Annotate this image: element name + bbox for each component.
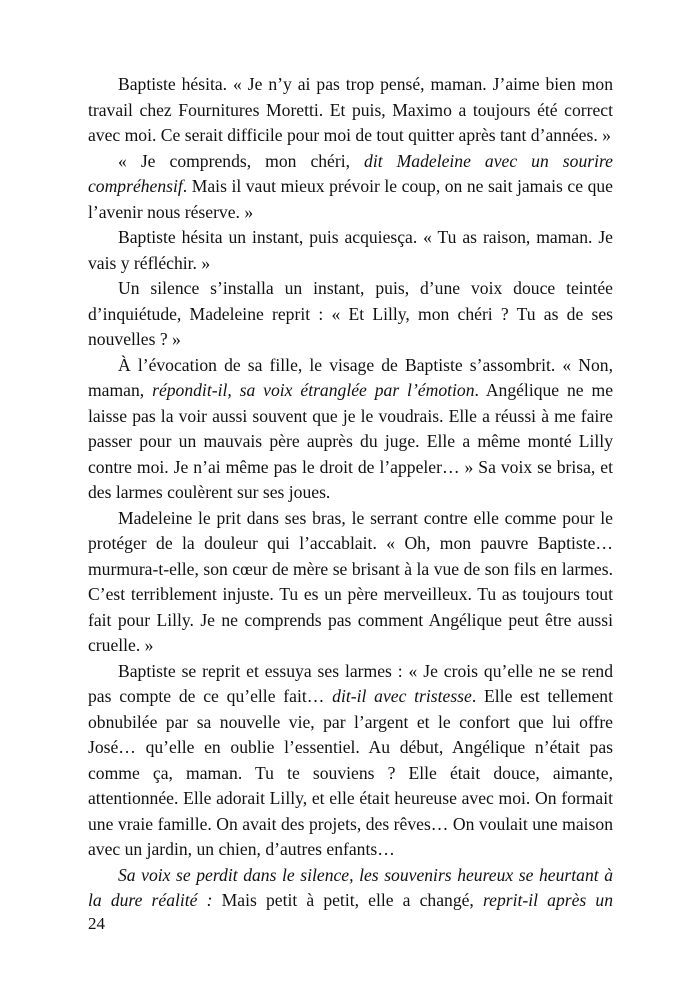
paragraph	[88, 506, 613, 659]
paragraph	[88, 659, 613, 863]
italic-run: Sa voix se perdit dans le silence, les souvenirs heureux se heurtant à la dure réalité :	[88, 864, 613, 910]
text-run: « Je comprends, mon chéri,	[118, 150, 365, 171]
italic-run: dit Madeleine avec un sourire compréhensif	[88, 150, 613, 196]
text-run: . Mais il vaut mieux prévoir le coup, on ne sait jamais ce que l’avenir nous réserve. »	[88, 176, 613, 222]
italic-run: reprit-il après un	[482, 890, 614, 910]
text-run: . Angélique ne me laisse pas la voir aussi souvent que je le voudrais. Elle a réussi à me faire passer pour un mauvais père auprès du juge. Elle a même monté Lilly contre moi. Je n’ai même pas le droit de l’appeler… » Sa voix se brisa, et des larmes coulèrent sur ses joues.	[88, 380, 614, 502]
text-run: Mais petit à petit, elle a changé,	[212, 890, 483, 910]
text-run: Baptiste hésita un instant, puis acquiesça. « Tu as raison, maman. Je vais y réfléchir. »	[88, 227, 613, 273]
paragraph	[88, 72, 613, 149]
paragraph	[88, 863, 613, 914]
paragraph	[88, 353, 613, 506]
paragraph	[88, 276, 613, 353]
text-run: Baptiste hésita. « Je n’y ai pas trop pensé, maman. J’aime bien mon travail chez Fournitures Moretti. Et puis, Maximo a toujours été correct avec moi. Ce serait difficile pour moi de tout quitter après tant d’années. »	[88, 74, 613, 145]
paragraph	[88, 149, 613, 226]
page-number: 24	[88, 914, 105, 933]
paragraph	[88, 225, 613, 276]
italic-run: dit-il avec tristesse	[332, 686, 472, 706]
text-run: Baptiste se reprit et essuya ses larmes : « Je crois qu’elle ne se rend pas compte de ce qu’elle fait…	[88, 660, 613, 706]
text-run: Un silence s’installa un instant, puis, d’une voix douce teintée d’inquiétude, Madeleine reprit : « Et Lilly, mon chéri ? Tu as de ses nouvelles ? »	[88, 278, 613, 349]
text-run: À l’évocation de sa fille, le visage de Baptiste s’assombrit. « Non, maman,	[88, 354, 613, 400]
text-run: . Elle est tellement obnubilée par sa nouvelle vie, par l’argent et le confort que lui offre José… qu’elle en oublie l’essentiel. Au début, Angélique n’était pas comme ça, maman. Tu te souviens ? Elle était douce, aimante, attentionnée. Elle adorait Lilly, et elle était heureuse avec moi. On formait une vraie famille. On avait des projets, des rêves… On voulait une maison avec un jardin, un chien, d’autres enfants…	[88, 686, 613, 859]
italic-run: répondit-il, sa voix étranglée par l’émotion	[152, 380, 475, 400]
text-run: Madeleine le prit dans ses bras, le serrant contre elle comme pour le protéger de la douleur qui l’accablait. « Oh, mon pauvre Baptiste… murmura-t-elle, son cœur de mère se brisant à la vue de son fils en larmes. C’est terriblement injuste. Tu es un père merveilleux. Tu as toujours tout fait pour Lilly. Je ne comprends pas comment Angélique peut être aussi cruelle. »	[88, 507, 613, 655]
page-body	[88, 72, 613, 914]
